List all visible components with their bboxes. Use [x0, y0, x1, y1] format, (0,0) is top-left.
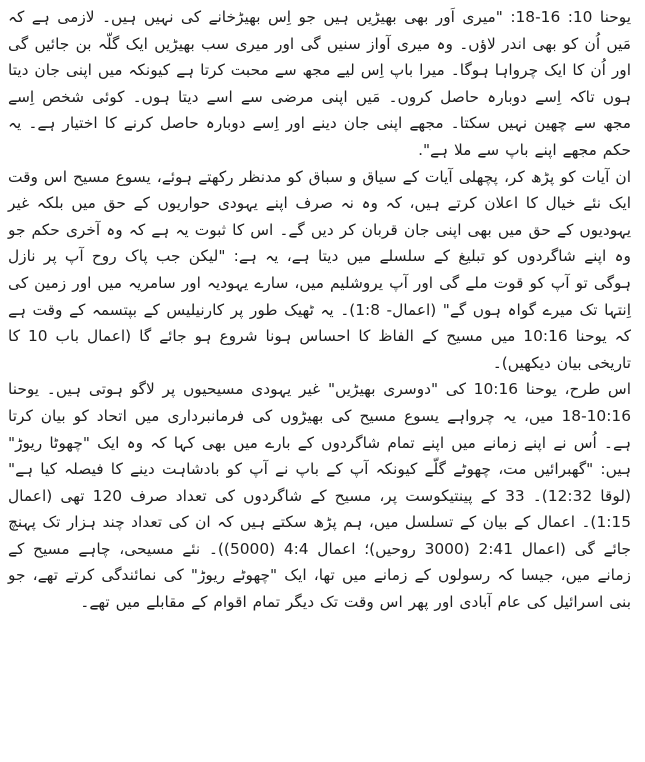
paragraph-john-10-16-18-quote: یوحنا 10: 16-18: "میری اَور بھی بھیڑیں ہیں جو اِس بھیڑخانے کی نہیں ہیں۔ لازمی ہے کہ مَیں اُن کو بھی اندر لاؤں۔ وہ میری آواز سنیں گی اور میری سب بھیڑیں ایک گلّہ بن جائیں گی اور اُن کا ایک چرواہا ہوگا۔ میرا باپ اِس لیے مجھ سے محبت کرتا ہے کیونکہ میں اپنی جان دیتا ہوں تاکہ اِسے دوبارہ حاصل کروں۔ مَیں اپنی مرضی سے اسے دیتا ہوں۔ کوئی شخص اِسے مجھ سے چھین نہیں سکتا۔ مجھے اپنی جان دینے اور اِسے دوبارہ حاصل کرنے کا اختیار ہے۔ یہ حکم مجھے اپنے باپ سے ملا ہے". [8, 8, 631, 159]
paragraph-other-sheep: اس طرح، یوحنا 10:16 کی "دوسری بھیڑیں" غیر یہودی مسیحیوں پر لاگو ہوتی ہیں۔ یوحنا 10:16-18 میں، یہ چرواہے یسوع مسیح کی بھیڑوں کی فرمانبرداری میں اتحاد کو بیان کرتا ہے۔ اُس نے اپنے زمانے میں اپنے تمام شاگردوں کے بارے میں بھی کہا کہ وہ ایک "چھوٹا ریوڑ" ہیں: "گھبرائیں مت، چھوٹے گلّے کیونکہ آپ کے باپ نے آپ کو بادشاہت دینے کا فیصلہ کیا ہے" (لوقا 12:32)۔ 33 کے پینتیکوست پر، مسیح کے شاگردوں کی تعداد صرف 120 تھی (اعمال 1:15)۔ اعمال کے بیان کے تسلسل میں، ہم پڑھ سکتے ہیں کہ ان کی تعداد چند ہزار تک پہنچ جائے گی (اعمال 2:41 (3000 روحیں)؛ اعمال 4:4 (5000))۔ نئے مسیحی، چاہے مسیح کے زمانے میں، جیسا کہ رسولوں کے زمانے میں تھا، ایک "چھوٹے ریوڑ" کی نمائندگی کرتے تھے، جو بنی اسرائیل کی عام آبادی اور پھر اس وقت تک دیگر تمام اقوام کے مقابلے میں تھے۔ [8, 380, 631, 612]
paragraph-commentary: ان آیات کو پڑھ کر، پچھلی آیات کے سیاق و سباق کو مدنظر رکھتے ہوئے، یسوع مسیح اس وقت ایک نئے خیال کا اعلان کرتے ہیں، کہ وہ نہ صرف اپنے یہودی حواریوں کے حق میں بلکہ غیر یہودیوں کے حق میں بھی اپنی جان قربان کر دیں گے۔ اس کا ثبوت یہ ہے کہ وہ آخری حکم جو وہ اپنے شاگردوں کو تبلیغ کے سلسلے میں دیتا ہے، یہ ہے: "لیکن جب پاک روح آپ پر نازل ہوگی تو آپ کو قوت ملے گی اور آپ یروشلیم میں، سارے یہودیہ اور سامریہ میں اور زمین کی اِنتہا تک میرے گواہ ہوں گے" (اعمال- 1:8)۔ یہ ٹھیک طور پر کارنیلیس کے بپتسمہ کے وقت ہے کہ یوحنا 10:16 میں مسیح کے الفاظ کا احساس ہونا شروع ہو جائے گا (اعمال باب 10 کا تاریخی بیان دیکھیں)۔ [8, 167, 631, 372]
